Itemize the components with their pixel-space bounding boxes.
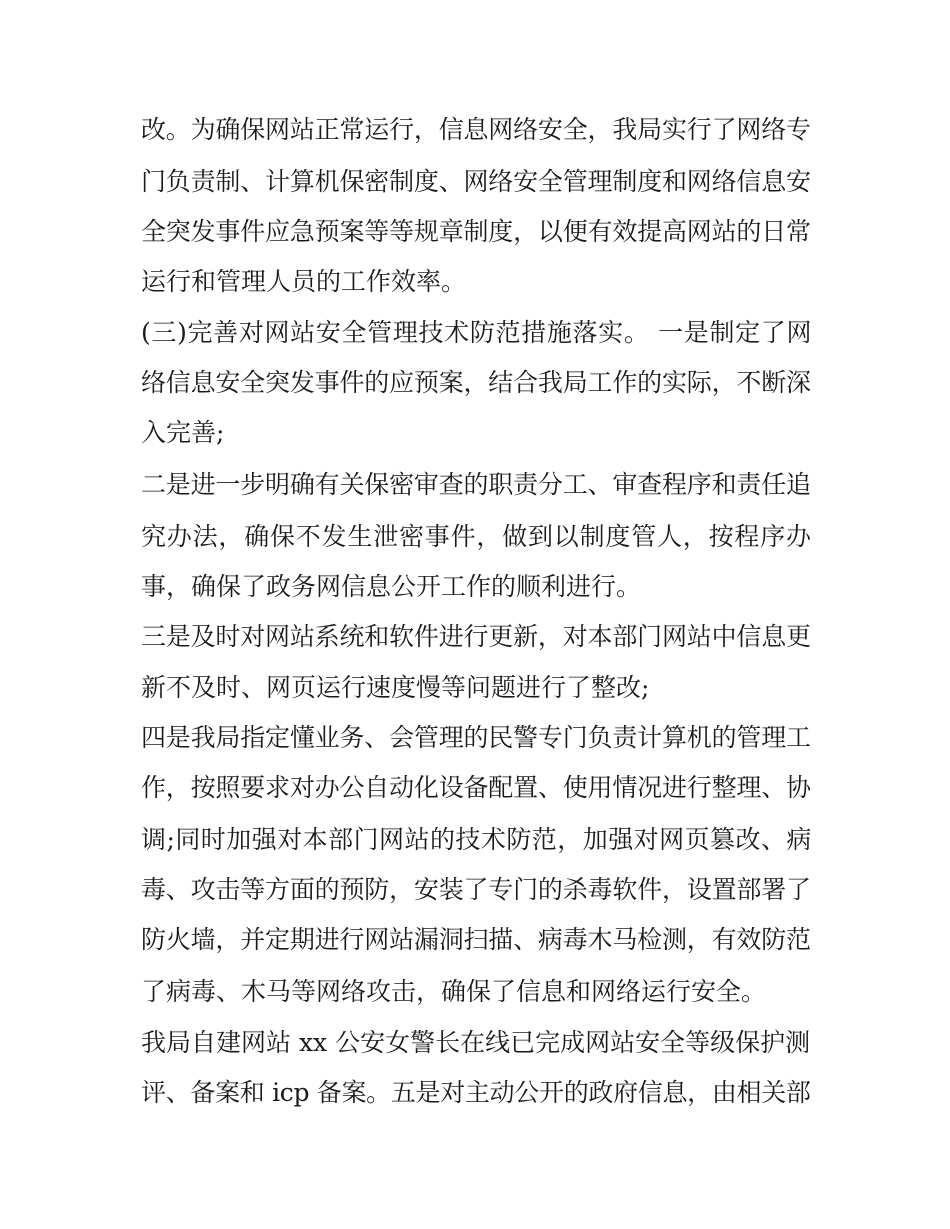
text-line: 防火墙，并定期进行网站漏洞扫描、病毒木马检测，有效防范 — [141, 925, 811, 954]
text-line: 新不及时、网页运行速度慢等问题进行了整改; — [141, 673, 650, 702]
text-line: 全突发事件应急预案等等规章制度，以便有效提高网站的日常 — [141, 217, 811, 246]
text-line: 了病毒、木马等网络攻击，确保了信息和网络运行安全。 — [141, 977, 767, 1006]
text-line: 毒、攻击等方面的预防，安装了专门的杀毒软件，设置部署了 — [141, 875, 811, 904]
text-line: 改。为确保网站正常运行，信息网络安全，我局实行了网络专 — [141, 115, 811, 144]
text-line: 事，确保了政务网信息公开工作的顺利进行。 — [141, 572, 642, 601]
text-line: 我局自建网站 xx 公安女警长在线已完成网站安全等级保护测 — [141, 1028, 811, 1057]
text-line: 门负责制、计算机保密制度、网络安全管理制度和网络信息安 — [141, 167, 811, 196]
text-line: 作，按照要求对办公自动化设备配置、使用情况进行整理、协 — [141, 773, 811, 802]
text-line: 评、备案和 icp 备案。五是对主动公开的政府信息，由相关部 — [141, 1078, 811, 1107]
text-line: (三)完善对网站安全管理技术防范措施落实。 一是制定了网 — [141, 318, 813, 347]
text-line: 四是我局指定懂业务、会管理的民警专门负责计算机的管理工 — [141, 723, 811, 752]
text-line: 二是进一步明确有关保密审查的职责分工、审查程序和责任追 — [141, 470, 811, 499]
text-line: 究办法，确保不发生泄密事件，做到以制度管人，按程序办 — [141, 522, 812, 551]
text-line: 络信息安全突发事件的应预案，结合我局工作的实际，不断深 — [141, 368, 811, 397]
text-line: 三是及时对网站系统和软件进行更新，对本部门网站中信息更 — [141, 622, 811, 651]
text-line: 调;同时加强对本部门网站的技术防范，加强对网页篡改、病 — [141, 825, 812, 854]
text-line: 运行和管理人员的工作效率。 — [141, 267, 467, 296]
text-line: 入完善; — [141, 418, 225, 447]
